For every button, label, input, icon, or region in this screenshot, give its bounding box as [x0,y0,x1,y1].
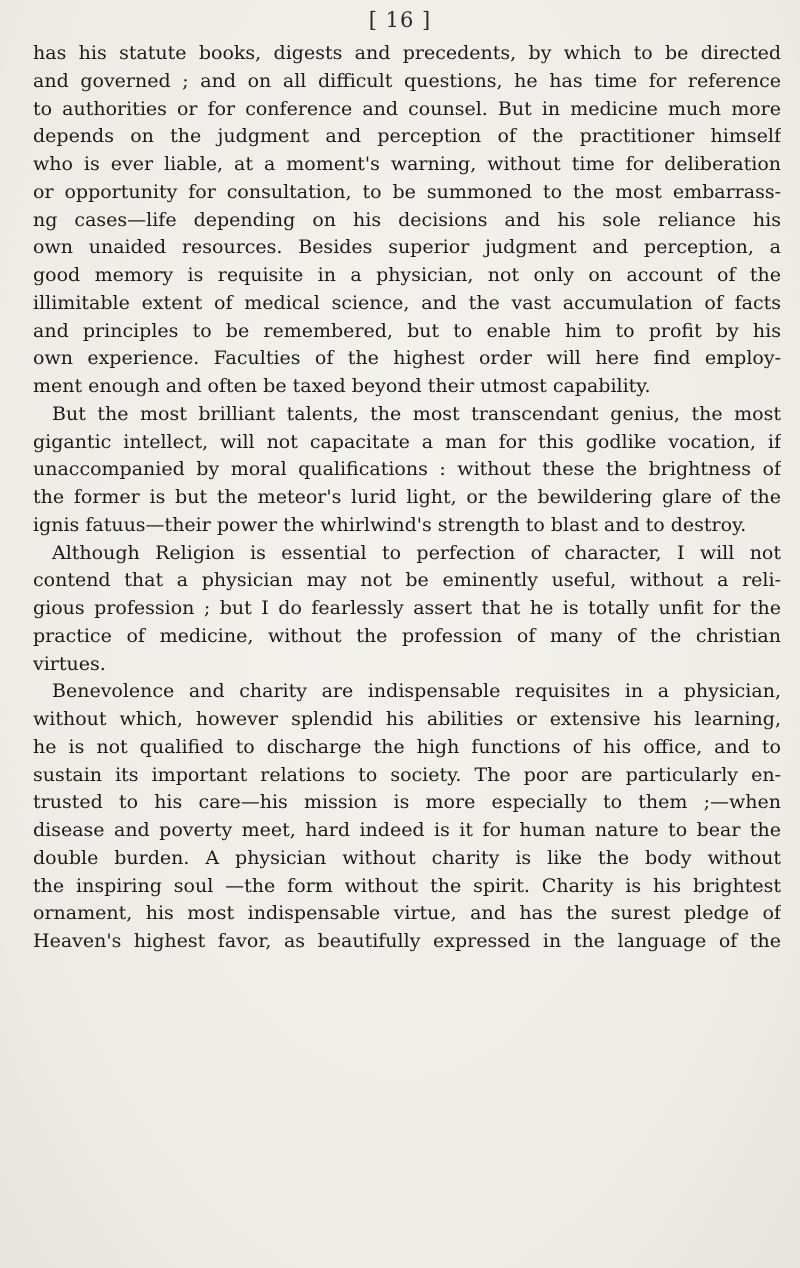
text-line: own experience. Faculties of the highest order will here find employ- [33,347,781,370]
text-line: own unaided resources. Besides superior judgment and perception, a [33,236,781,259]
text-line: contend that a physician may not be eminently useful, without a reli- [33,569,781,592]
text-line: has his statute books, digests and precedents, by which to be directed [33,42,781,64]
text-line: Heaven's highest favor, as beautifully expressed in the language of the [33,930,781,952]
text-line: disease and poverty meet, hard indeed is it for human nature to bear the [33,819,781,841]
text-line: Although Religion is essential to perfection of character, I will not [52,541,781,564]
text-line: unaccompanied by moral qualifications : without these the brightness of [33,458,781,481]
text-line: gigantic intellect, will not capacitate a man for this godlike vocation, if [33,430,781,453]
page-number: [ 16 ] [368,8,432,32]
text-line: ment enough and often be taxed beyond their utmost capability. [33,375,651,397]
text-line: depends on the judgment and perception of the practitioner himself [33,125,781,148]
text-line: ignis fatuus—their power the whirlwind's strength to blast and to destroy. [33,513,747,536]
text-line: and governed ; and on all difficult questions, he has time for reference [33,69,781,92]
text-line: illimitable extent of medical science, and the vast accumulation of facts [33,291,781,314]
text-line: the inspiring soul —the form without the spirit. Charity is his brightest [33,874,781,897]
text-line: trusted to his care—his mission is more especially to them ;—when [33,791,781,814]
text-line: without which, however splendid his abilities or extensive his learning, [33,708,781,730]
body-text [33,40,781,956]
text-line: or opportunity for consultation, to be summoned to the most embarrass- [33,180,781,203]
text-line: practice of medicine, without the profession of many of the christian [33,624,781,647]
text-line: virtues. [33,652,106,675]
text-line: and principles to be remembered, but to enable him to profit by his [33,319,781,342]
text-line: gious profession ; but I do fearlessly assert that he is totally unfit for the [33,597,781,619]
text-line: Benevolence and charity are indispensable requisites in a physician, [52,680,781,703]
text-line: who is ever liable, at a moment's warning, without time for deliberation [33,153,781,175]
text-line: he is not qualified to discharge the high functions of his office, and to [33,735,781,758]
text-line: sustain its important relations to society. The poor are particularly en- [33,763,781,786]
text-line: ornament, his most indispensable virtue, and has the surest pledge of [33,902,781,925]
text-line: the former is but the meteor's lurid light, or the bewildering glare of the [33,486,781,508]
text-line: But the most brilliant talents, the most transcendant genius, the most [52,402,781,425]
text-line: to authorities or for conference and counsel. But in medicine much more [33,97,781,120]
text-line: ng cases—life depending on his decisions and his sole reliance his [33,208,781,231]
text-line: double burden. A physician without charity is like the body without [33,846,781,869]
text-line: good memory is requisite in a physician, not only on account of the [33,264,781,286]
